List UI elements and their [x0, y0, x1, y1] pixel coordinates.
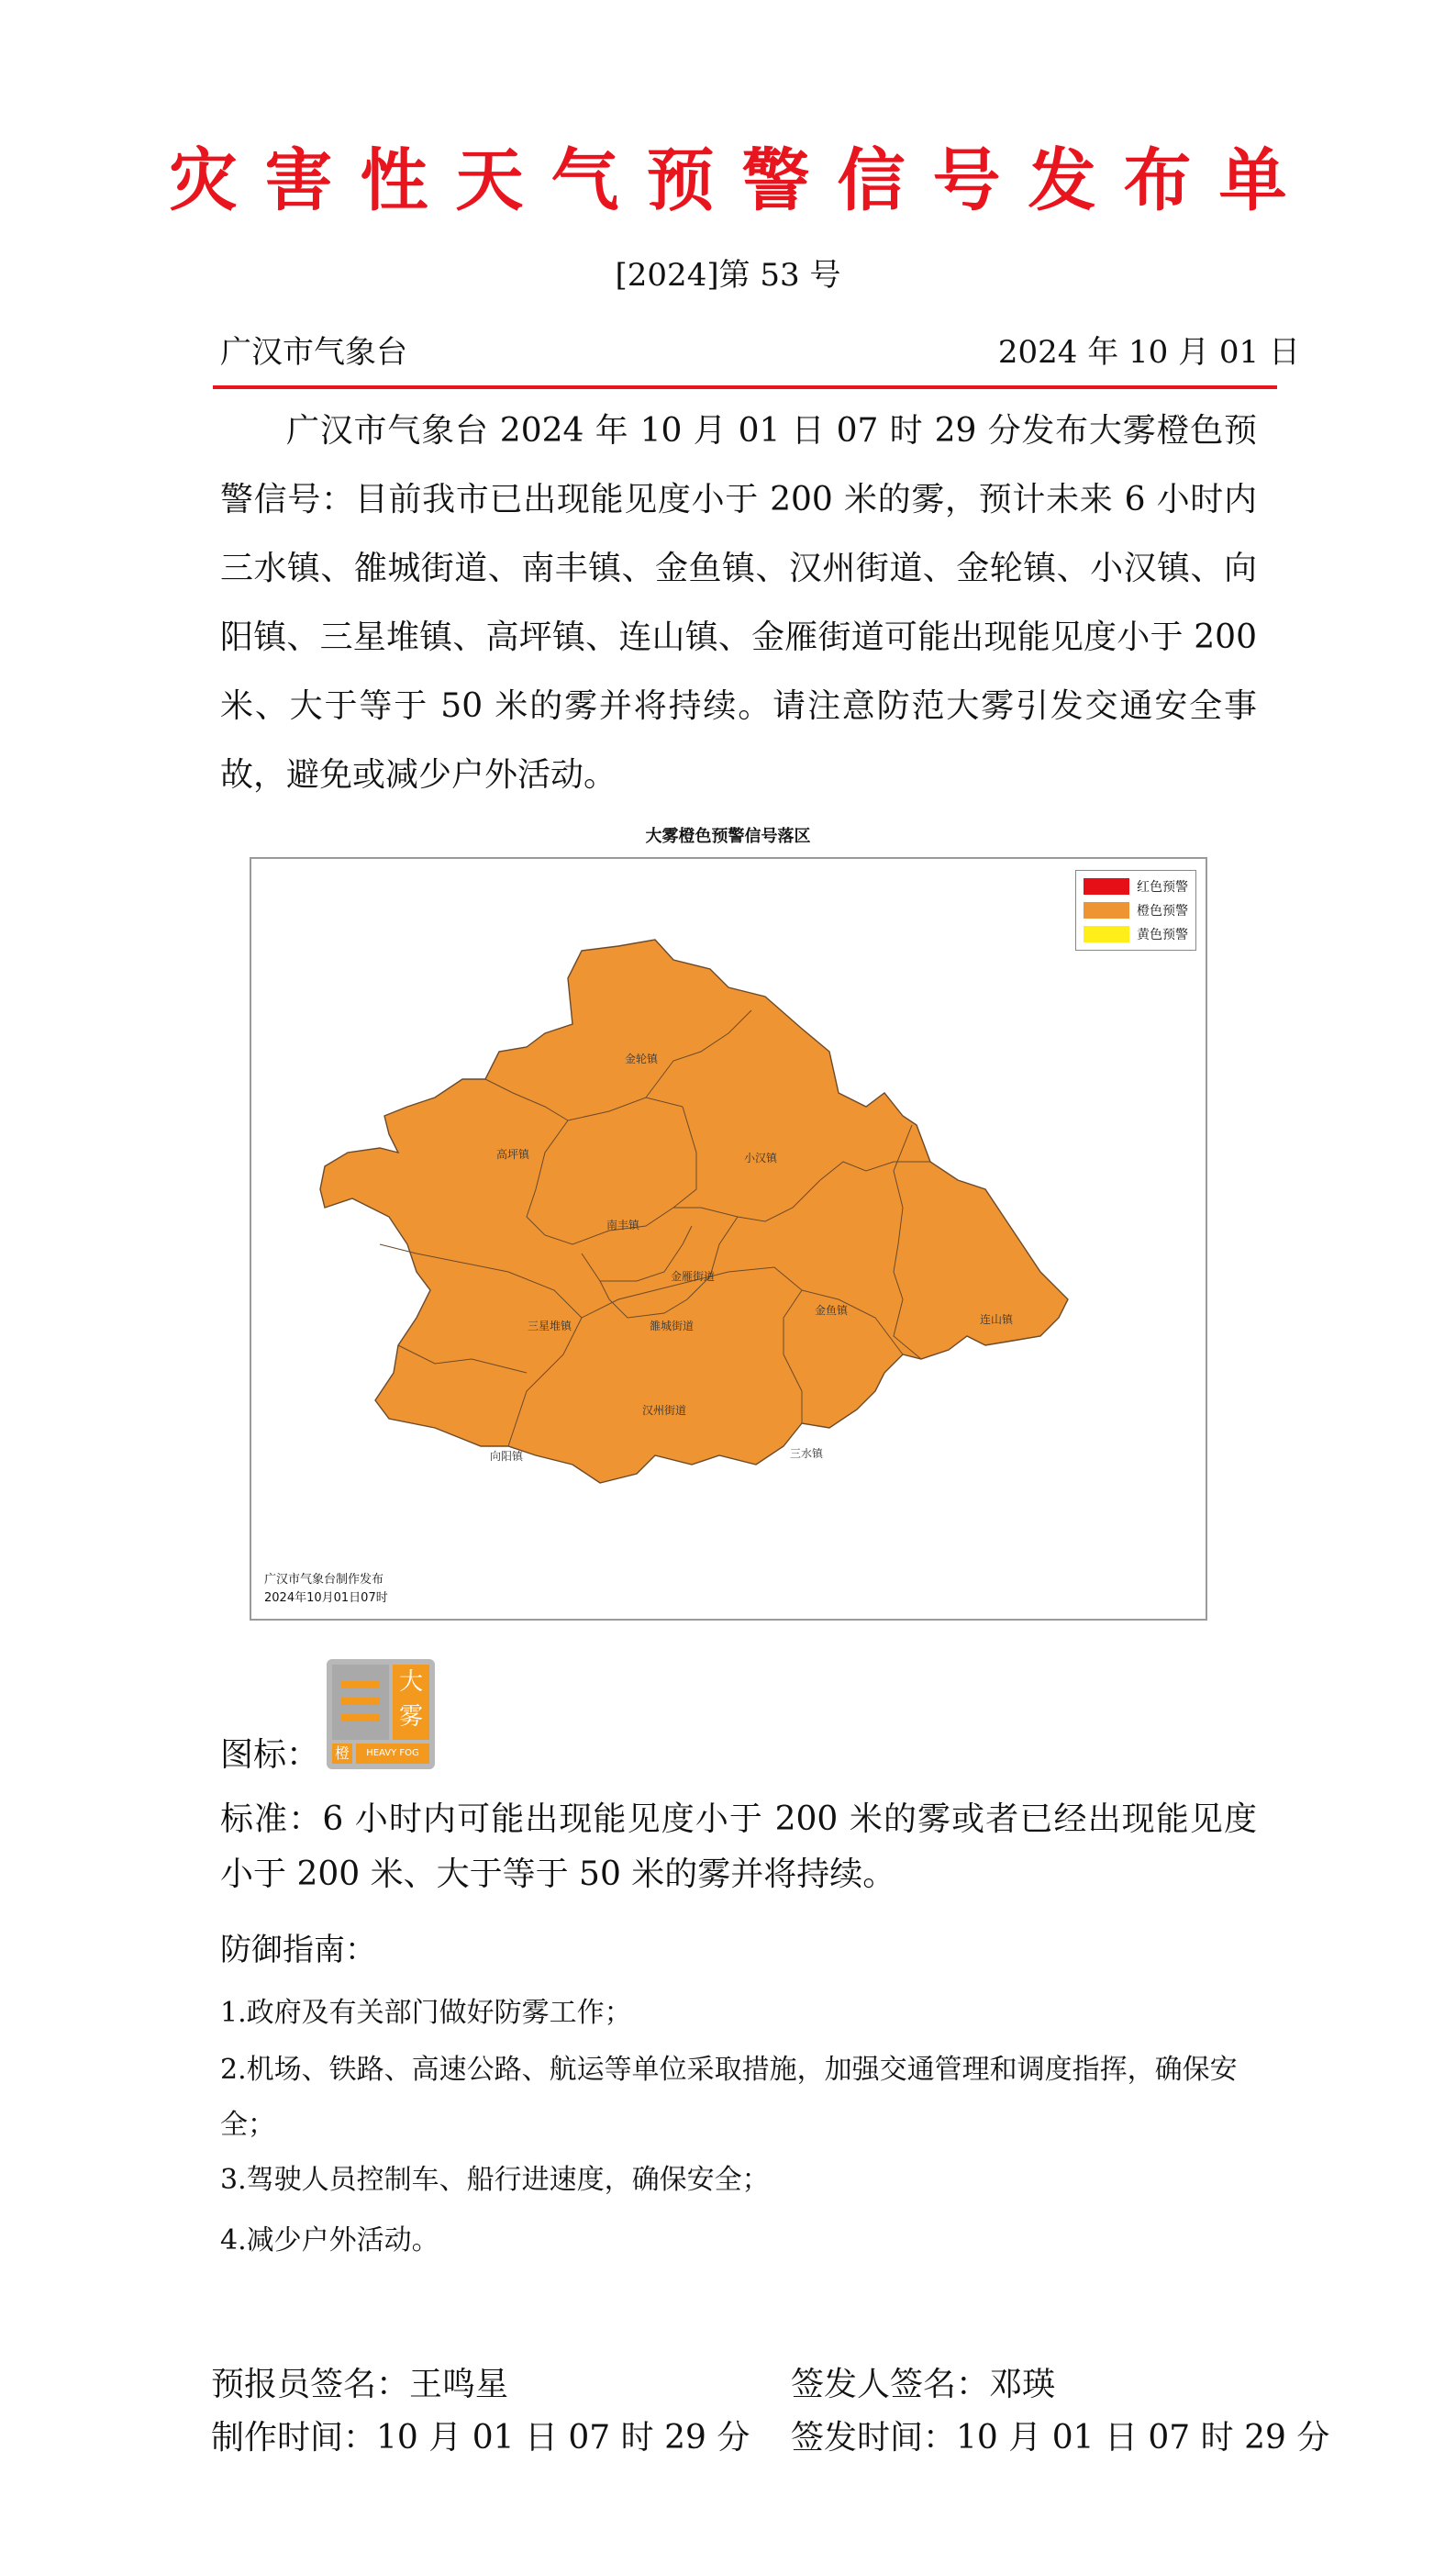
- town-label: 小汉镇: [743, 1152, 778, 1164]
- made-time: 制作时间：10 月 01 日 07 时 29 分: [211, 2419, 750, 2457]
- map-credit-line: 广汉市气象台制作发布: [264, 1573, 384, 1587]
- fog-line: [341, 1698, 380, 1705]
- guide-item: 4.减少户外活动。: [220, 2224, 439, 2256]
- english-panel: [356, 1744, 429, 1764]
- town-label: 高坪镇: [495, 1148, 530, 1161]
- legend-item-orange: [1084, 898, 1188, 922]
- legend-item-red: [1084, 875, 1188, 898]
- level-char: 橙: [334, 1744, 350, 1762]
- english-label: HEAVY FOG: [366, 1748, 419, 1758]
- level-char-panel: [332, 1744, 352, 1764]
- icon-label: 图标：: [220, 1736, 320, 1774]
- legend-label: 红色预警: [1137, 880, 1188, 895]
- document-number: [2024]第 53 号: [615, 257, 841, 294]
- guide-item: 1.政府及有关部门做好防雾工作；: [220, 1997, 632, 2029]
- guide-item: 2.机场、铁路、高速公路、航运等单位采取措施，加强交通管理和调度指挥，确保安全；: [220, 2054, 1238, 2141]
- fog-char-bottom: 雾: [398, 1703, 423, 1731]
- legend-swatch: [1084, 902, 1129, 919]
- fog-lines-panel: [332, 1665, 389, 1740]
- town-label: 三星堆镇: [527, 1320, 572, 1332]
- issue-date: 2024 年 10 月 01 日: [997, 334, 1300, 371]
- fog-line: [341, 1681, 380, 1688]
- guide-title: 防御指南：: [220, 1932, 376, 1968]
- town-label: 南丰镇: [606, 1219, 640, 1231]
- legend-label: 橙色预警: [1137, 904, 1188, 919]
- fog-char-panel: [393, 1665, 429, 1740]
- legend-swatch: [1084, 926, 1129, 942]
- region-outline: [320, 940, 1068, 1483]
- fog-char-top: 大: [398, 1668, 423, 1696]
- standard-text: 标准：6 小时内可能出现能见度小于 200 米的雾或者已经出现能见度小于 200 米、大于等于 50 米的雾并将持续。: [220, 1800, 1257, 1893]
- map-title: 大雾橙色预警信号落区: [645, 827, 811, 846]
- town-label: 雒城街道: [649, 1320, 695, 1332]
- header-divider: [213, 385, 1277, 389]
- heavy-fog-orange-icon: [327, 1659, 435, 1769]
- fog-line: [341, 1714, 380, 1722]
- warning-map: [250, 857, 1207, 1621]
- lead-paragraph: 广汉市气象台 2024 年 10 月 01 日 07 时 29 分发布大雾橙色预警信号：目前我市已出现能见度小于 200 米的雾，预计未来 6 小时内三水镇、雒城街道、南丰镇、金鱼镇、汉州街道、金轮镇、小汉镇、向阳镇、三星堆镇、高坪镇、连山镇、金雁街道可能出现能见度小于 200 米、大于等于 50 米的雾并将持续。请注意防范大雾引发交通安全事故，避免或减少户外活动。: [220, 412, 1257, 794]
- town-label: 连山镇: [979, 1313, 1014, 1326]
- legend-item-yellow: [1084, 922, 1188, 946]
- town-label: 汉州街道: [641, 1404, 687, 1417]
- town-label: 三水镇: [789, 1447, 824, 1460]
- map-legend: [1075, 870, 1196, 951]
- legend-label: 黄色预警: [1137, 928, 1188, 942]
- town-label: 金雁街道: [670, 1270, 716, 1283]
- town-label: 金轮镇: [624, 1053, 659, 1065]
- map-credit-line: 2024年10月01日07时: [264, 1591, 388, 1605]
- issuer-name: 广汉市气象台: [220, 334, 407, 371]
- legend-swatch: [1084, 878, 1129, 895]
- town-label: 金鱼镇: [814, 1304, 849, 1317]
- signed-time: 签发时间：10 月 01 日 07 时 29 分: [791, 2419, 1330, 2457]
- forecaster-signature: 预报员签名：王鸣星: [211, 2366, 509, 2403]
- signer-signature: 签发人签名：邓瑛: [791, 2366, 1056, 2403]
- region-shape: [320, 940, 1068, 1483]
- guide-item: 3.驾驶人员控制车、船行进速度，确保安全；: [220, 2164, 770, 2196]
- town-label: 向阳镇: [489, 1450, 524, 1463]
- map-credit: [264, 1571, 388, 1608]
- map-svg: [251, 859, 1206, 1619]
- document-title: 灾害性天气预警信号发布单: [169, 141, 1315, 220]
